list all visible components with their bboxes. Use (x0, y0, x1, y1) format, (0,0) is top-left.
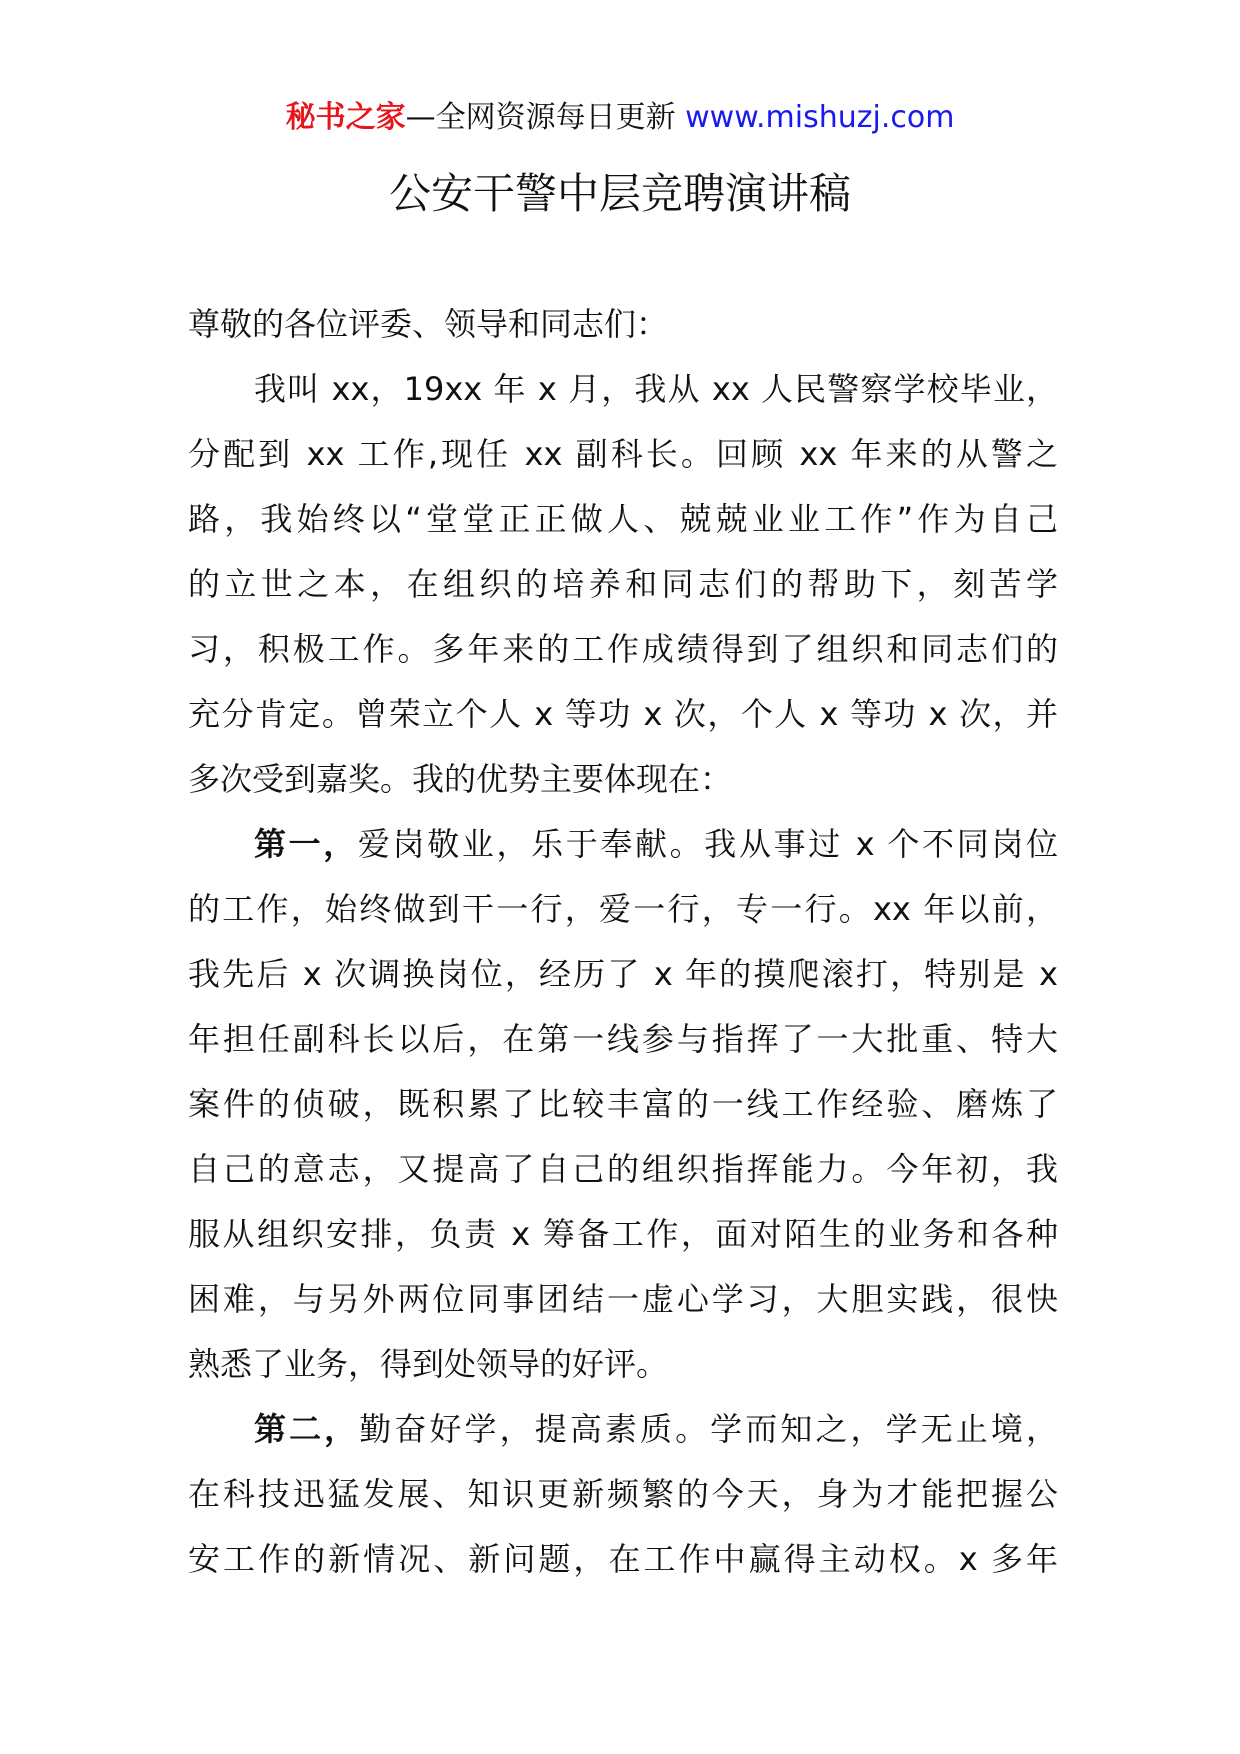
paragraph-line: 分配到 xx 工作,现任 xx 副科长。回顾 xx 年来的从警之 (188, 435, 1058, 473)
paragraph-line: 路，我始终以“堂堂正正做人、兢兢业业工作”作为自己 (188, 500, 1058, 538)
paragraph-line: 服从组织安排，负责 x 筹备工作，面对陌生的业务和各种 (188, 1215, 1058, 1253)
paragraph-line: 我叫 xx，19xx 年 x 月，我从 xx 人民警察学校毕业， (254, 370, 1058, 408)
paragraph-line: 在科技迅猛发展、知识更新频繁的今天，身为才能把握公 (188, 1475, 1058, 1513)
paragraph-line: 案件的侦破，既积累了比较丰富的一线工作经验、磨炼了 (188, 1085, 1058, 1123)
document-body (188, 292, 1058, 1592)
paragraph-line: 困难，与另外两位同事团结一虚心学习，大胆实践，很快 (188, 1280, 1058, 1318)
paragraph-line: 熟悉了业务，得到处领导的好评。 (188, 1345, 669, 1383)
paragraph-line: 的工作，始终做到干一行，爱一行，专一行。xx 年以前， (188, 890, 1058, 928)
paragraph-line: 我先后 x 次调换岗位，经历了 x 年的摸爬滚打，特别是 x (188, 955, 1058, 993)
paragraph-line: 年担任副科长以后，在第一线参与指挥了一大批重、特大 (188, 1020, 1058, 1058)
site-url-link[interactable]: www.mishuzj.com (685, 100, 955, 135)
site-header (0, 98, 1240, 138)
paragraph-text: 爱岗敬业，乐于奉献。我从事过 x 个不同岗位 (357, 825, 1058, 863)
paragraph-line: 多次受到嘉奖。我的优势主要体现在： (188, 760, 733, 798)
paragraph-line: 习，积极工作。多年来的工作成绩得到了组织和同志们的 (188, 630, 1058, 668)
salutation: 尊敬的各位评委、领导和同志们： (188, 305, 669, 343)
paragraph-line: 安工作的新情况、新问题，在工作中赢得主动权。x 多年 (188, 1540, 1058, 1578)
header-tagline: —全网资源每日更新 (405, 100, 676, 135)
paragraph-first-line (188, 1397, 1058, 1462)
paragraph-line: 自己的意志，又提高了自己的组织指挥能力。今年初，我 (188, 1150, 1058, 1188)
brand-name: 秘书之家 (285, 100, 406, 135)
paragraph-lead: 第二， (254, 1410, 360, 1448)
document-title: 公安干警中层竞聘演讲稿 (388, 169, 851, 218)
paragraph-lead: 第一， (254, 825, 358, 863)
paragraph-line: 充分肯定。曾荣立个人 x 等功 x 次，个人 x 等功 x 次，并 (188, 695, 1058, 733)
paragraph-first-line (188, 812, 1058, 877)
paragraph-line: 的立世之本，在组织的培养和同志们的帮助下，刻苦学 (188, 565, 1058, 603)
paragraph-text: 勤奋好学，提高素质。学而知之，学无止境， (359, 1410, 1058, 1448)
